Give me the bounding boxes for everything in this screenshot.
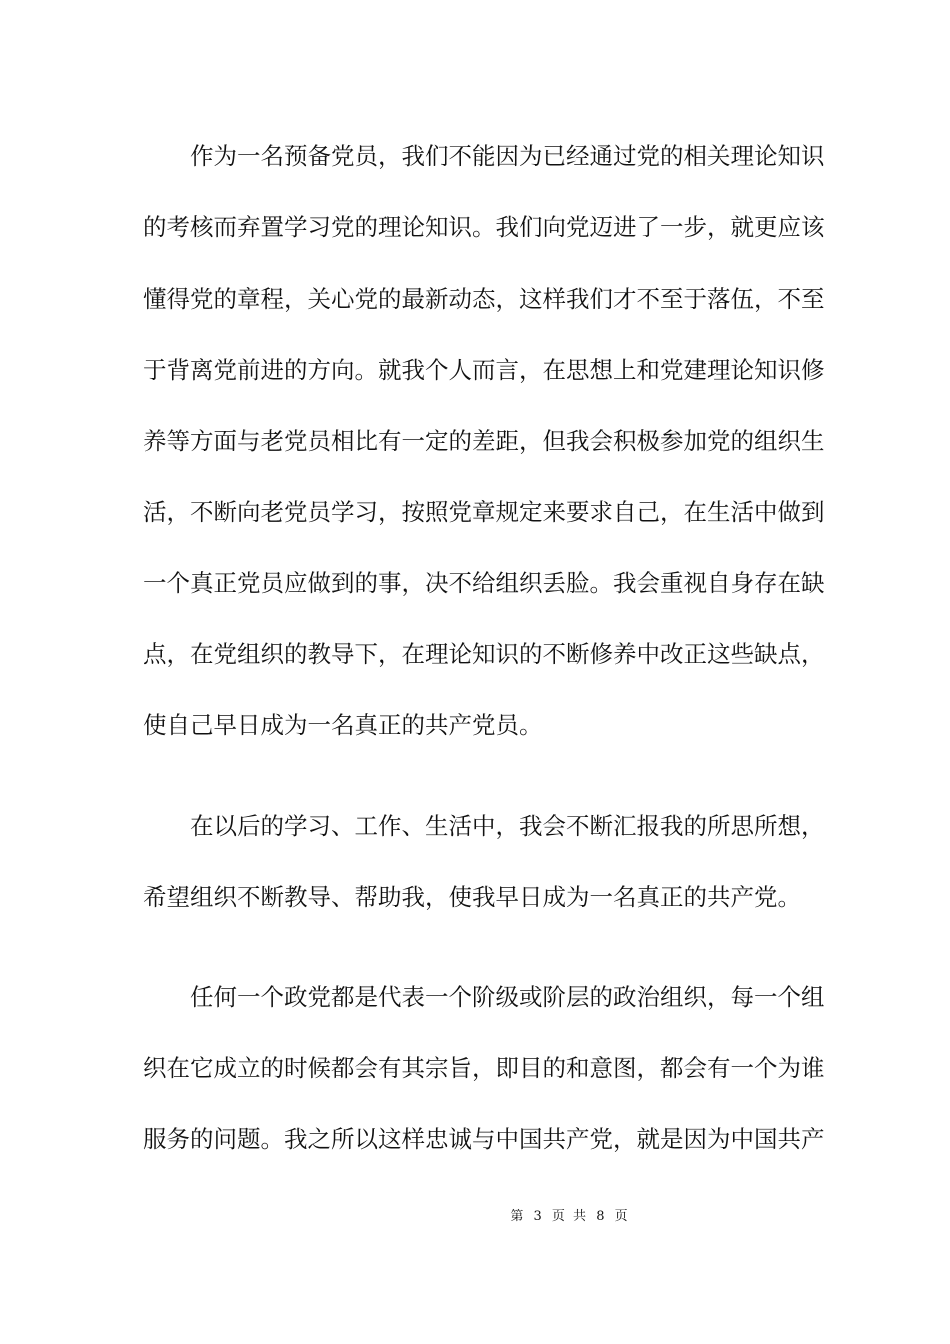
footer-total-pages: 8 <box>596 1209 607 1224</box>
page-footer <box>0 1208 950 1226</box>
paragraph-2-line-2: 希望组织不断教导、帮助我，使我早日成为一名真正的共产党。 <box>143 883 801 911</box>
paragraph-1-line-4: 于背离党前进的方向。就我个人而言，在思想上和党建理论知识修 <box>143 356 825 384</box>
paragraph-1-line-8: 点，在党组织的教导下，在理论知识的不断修养中改正这些缺点， <box>143 640 825 668</box>
paragraph-1-line-3: 懂得党的章程，关心党的最新动态，这样我们才不至于落伍，不至 <box>143 285 825 313</box>
paragraph-1-line-5: 养等方面与老党员相比有一定的差距，但我会积极参加党的组织生 <box>143 427 825 455</box>
paragraph-2-line-1: 在以后的学习、工作、生活中，我会不断汇报我的所思所想， <box>190 812 825 840</box>
footer-prefix: 第 <box>510 1209 526 1224</box>
footer-middle: 页 共 <box>551 1209 589 1224</box>
paragraph-1-line-7: 一个真正党员应做到的事，决不给组织丢脸。我会重视自身存在缺 <box>143 569 825 597</box>
paragraph-1-line-2: 的考核而弃置学习党的理论知识。我们向党迈进了一步，就更应该 <box>143 213 825 241</box>
footer-current-page: 3 <box>533 1209 544 1224</box>
paragraph-3-line-3: 服务的问题。我之所以这样忠诚与中国共产党，就是因为中国共产 <box>143 1125 825 1153</box>
footer-suffix: 页 <box>614 1209 630 1224</box>
paragraph-1-line-9: 使自己早日成为一名真正的共产党员。 <box>143 711 543 739</box>
paragraph-3-line-2: 织在它成立的时候都会有其宗旨，即目的和意图，都会有一个为谁 <box>143 1054 825 1082</box>
paragraph-3-line-1: 任何一个政党都是代表一个阶级或阶层的政治组织，每一个组 <box>190 983 825 1011</box>
paragraph-1-line-1: 作为一名预备党员，我们不能因为已经通过党的相关理论知识 <box>190 142 825 170</box>
paragraph-1-line-6: 活，不断向老党员学习，按照党章规定来要求自己，在生活中做到 <box>143 498 825 526</box>
